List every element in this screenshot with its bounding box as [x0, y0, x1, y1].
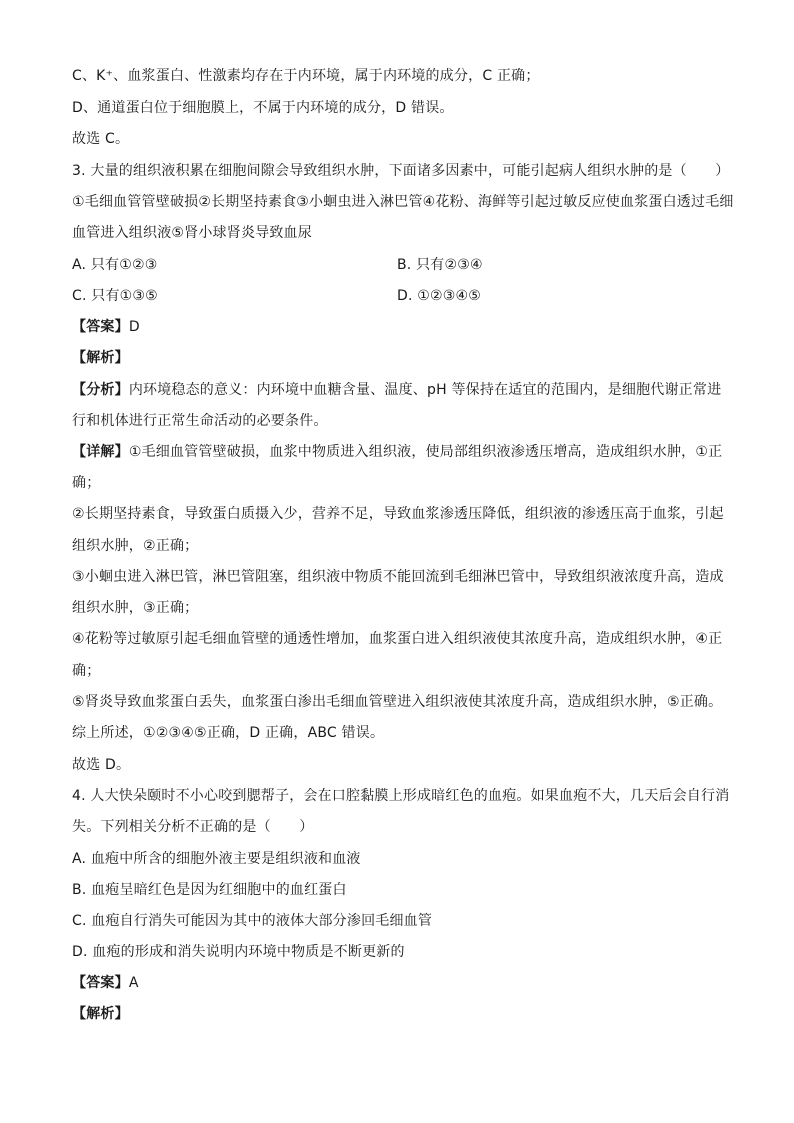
q3-detail-line-8: 确； — [72, 663, 101, 679]
q4-option-b: B. 血疱呈暗红色是因为红细胞中的血红蛋白 — [72, 882, 347, 898]
fenxi-tag: 【分析】 — [72, 382, 129, 398]
detail-text: ①毛细血管管壁破损，血浆中物质进入组织液，使局部组织液渗透压增高，造成组织水肿，①正 — [128, 444, 723, 460]
q3-stem-line-2: ①毛细血管管壁破损②长期坚持素食③小蛔虫进入淋巴管④花粉、海鲜等引起过敏反应使血浆蛋白透过毛细 — [72, 194, 734, 210]
q3-summary: 综上所述，①②③④⑤正确，D 正确，ABC 错误。 — [72, 725, 385, 741]
q2-option-d-explanation: D、通道蛋白位于细胞膜上，不属于内环境的成分，D 错误。 — [72, 100, 454, 116]
q4-option-c: C. 血疱自行消失可能因为其中的液体大部分渗回毛细血管 — [72, 913, 433, 929]
q4-stem-line-2: 失。下列相关分析不正确的是（ ） — [72, 819, 314, 835]
q4-stem-line-1: 4. 人大快朵颐时不小心咬到腮帮子，会在口腔黏膜上形成暗红色的血疱。如果血疱不大，几天后会自行消 — [72, 788, 730, 804]
q3-detail-line-9: ⑤肾炎导致血浆蛋白丢失，血浆蛋白渗出毛细血管壁进入组织液使其浓度升高，造成组织水肿，⑤正确。 — [72, 694, 723, 710]
q4-option-a: A. 血疱中所含的细胞外液主要是组织液和血液 — [72, 851, 361, 867]
analysis-tag: 【解析】 — [72, 1006, 129, 1022]
q3-option-c: C. 只有①③⑤ — [72, 288, 158, 304]
analysis-tag: 【解析】 — [72, 350, 129, 366]
q3-detail-line-3: ②长期坚持素食，导致蛋白质摄入少，营养不足，导致血浆渗透压降低，组织液的渗透压高于血浆，引起 — [72, 506, 724, 522]
detail-tag: 【详解】 — [72, 444, 129, 460]
q3-option-b: B. 只有②③④ — [397, 257, 483, 273]
q4-answer — [72, 973, 139, 993]
q3-fenxi-line-1 — [72, 380, 721, 400]
q4-option-d: D. 血疱的形成和消失说明内环境中物质是不断更新的 — [72, 944, 405, 960]
q3-option-d: D. ①②③④⑤ — [397, 288, 482, 304]
q3-fenxi-line-2: 行和机体进行正常生命活动的必要条件。 — [72, 413, 328, 429]
q4-analysis-heading — [72, 1004, 129, 1024]
q3-detail-line-4: 组织水肿，②正确； — [72, 538, 199, 554]
q2-option-c-explanation: C、K⁺、血浆蛋白、性激素均存在于内环境，属于内环境的成分，C 正确； — [72, 68, 540, 84]
q2-choose: 故选 C。 — [72, 131, 130, 147]
q3-analysis-heading — [72, 348, 129, 368]
answer-value: D — [128, 319, 140, 335]
q3-answer — [72, 317, 140, 337]
q3-option-a: A. 只有①②③ — [72, 257, 158, 273]
q3-stem-line-1: 3. 大量的组织液积累在细胞间隙会导致组织水肿，下面诸多因素中，可能引起病人组织水肿的是（ ） — [72, 163, 730, 179]
q3-detail-line-6: 组织水肿，③正确； — [72, 600, 199, 616]
fenxi-text: 内环境稳态的意义：内环境中血糖含量、温度、pH 等保持在适宜的范围内，是细胞代谢正常进 — [128, 382, 722, 398]
q3-detail-line-1 — [72, 442, 722, 462]
q3-choose: 故选 D。 — [72, 757, 131, 773]
answer-tag: 【答案】 — [72, 975, 129, 991]
q3-detail-line-7: ④花粉等过敏原引起毛细血管壁的通透性增加，血浆蛋白进入组织液使其浓度升高，造成组织水肿，④正 — [72, 631, 723, 647]
q3-detail-line-2: 确； — [72, 475, 101, 491]
answer-value: A — [128, 975, 139, 991]
answer-tag: 【答案】 — [72, 319, 129, 335]
q3-stem-line-3: 血管进入组织液⑤肾小球肾炎导致血尿 — [72, 225, 312, 241]
q3-detail-line-5: ③小蛔虫进入淋巴管，淋巴管阻塞，组织液中物质不能回流到毛细淋巴管中，导致组织液浓度升高，造成 — [72, 569, 724, 585]
